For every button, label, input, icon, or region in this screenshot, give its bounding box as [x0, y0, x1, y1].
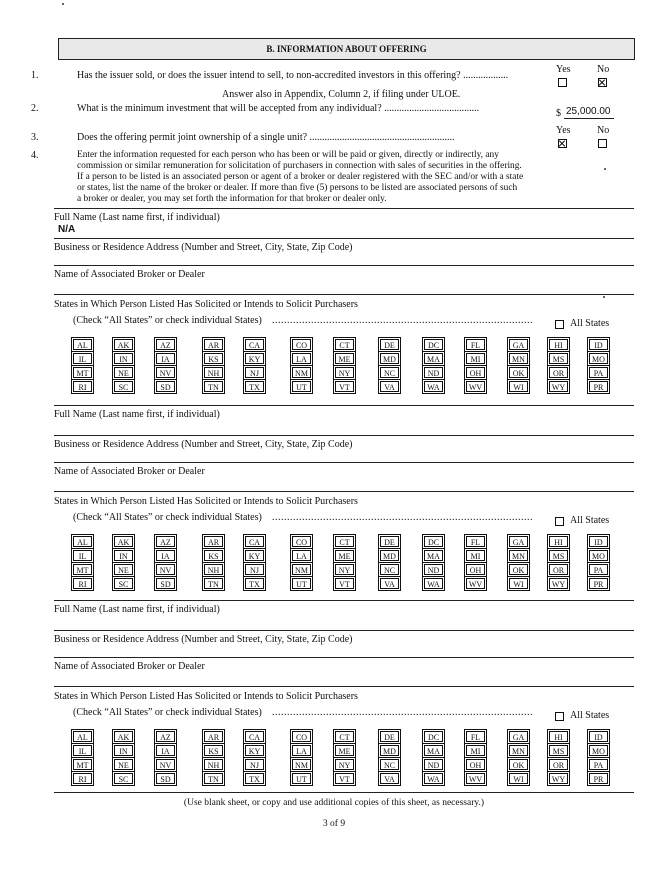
state-checkbox-nv[interactable]: NV: [156, 759, 175, 770]
full-name-label: Full Name (Last name first, if individual): [54, 212, 220, 223]
state-checkbox-nd[interactable]: ND: [424, 564, 443, 575]
state-checkbox-al[interactable]: AL: [73, 536, 92, 547]
question-3-text: Does the offering permit joint ownership of a single unit? ..........................................................: [77, 132, 455, 143]
state-checkbox-il[interactable]: IL: [73, 550, 92, 561]
full-name-value[interactable]: N/A: [58, 224, 76, 235]
state-checkbox-mt[interactable]: MT: [73, 367, 92, 378]
state-checkbox-ct[interactable]: CT: [335, 339, 354, 350]
state-checkbox-wa[interactable]: WA: [424, 773, 443, 784]
state-checkbox-nv[interactable]: NV: [156, 367, 175, 378]
state-checkbox-wi[interactable]: WI: [509, 381, 528, 392]
state-checkbox-dc[interactable]: DC: [424, 536, 443, 547]
state-checkbox-ma[interactable]: MA: [424, 353, 443, 364]
state-checkbox-ar[interactable]: AR: [204, 339, 223, 350]
state-checkbox-md[interactable]: MD: [380, 353, 399, 364]
state-checkbox-de[interactable]: DE: [380, 731, 399, 742]
state-checkbox-or[interactable]: OR: [549, 564, 568, 575]
state-checkbox-nv[interactable]: NV: [156, 564, 175, 575]
address-label: Business or Residence Address (Number and Street, City, State, Zip Code): [54, 439, 353, 450]
state-checkbox-fl[interactable]: FL: [466, 731, 485, 742]
state-checkbox-sd[interactable]: SD: [156, 773, 175, 784]
state-checkbox-fl[interactable]: FL: [466, 536, 485, 547]
state-checkbox-mo[interactable]: MO: [589, 550, 608, 561]
state-checkbox-il[interactable]: IL: [73, 353, 92, 364]
state-checkbox-co[interactable]: CO: [292, 339, 311, 350]
yes-column-label: Yes: [556, 64, 571, 75]
state-checkbox-nj[interactable]: NJ: [245, 564, 264, 575]
state-checkbox-ri[interactable]: RI: [73, 578, 92, 589]
state-checkbox-sc[interactable]: SC: [114, 773, 133, 784]
state-checkbox-oh[interactable]: OH: [466, 759, 485, 770]
state-checkbox-ga[interactable]: GA: [509, 339, 528, 350]
state-checkbox-ri[interactable]: RI: [73, 773, 92, 784]
state-checkbox-ny[interactable]: NY: [335, 367, 354, 378]
state-checkbox-mt[interactable]: MT: [73, 564, 92, 575]
state-checkbox-wv[interactable]: WV: [466, 578, 485, 589]
state-checkbox-or[interactable]: OR: [549, 759, 568, 770]
state-checkbox-mn[interactable]: MN: [509, 745, 528, 756]
state-checkbox-ca[interactable]: CA: [245, 731, 264, 742]
state-checkbox-ny[interactable]: NY: [335, 759, 354, 770]
state-checkbox-ia[interactable]: IA: [156, 550, 175, 561]
all-states-label: All States: [570, 515, 610, 526]
state-checkbox-pr[interactable]: PR: [589, 773, 608, 784]
q3-no-checkbox[interactable]: [598, 139, 607, 148]
state-checkbox-nd[interactable]: ND: [424, 367, 443, 378]
state-checkbox-ms[interactable]: MS: [549, 745, 568, 756]
state-checkbox-pa[interactable]: PA: [589, 367, 608, 378]
state-checkbox-id[interactable]: ID: [589, 536, 608, 547]
state-checkbox-nh[interactable]: NH: [204, 367, 223, 378]
section-rule: [54, 405, 634, 406]
state-checkbox-pr[interactable]: PR: [589, 578, 608, 589]
state-checkbox-ct[interactable]: CT: [335, 731, 354, 742]
state-checkbox-hi[interactable]: HI: [549, 536, 568, 547]
state-checkbox-dc[interactable]: DC: [424, 731, 443, 742]
state-checkbox-co[interactable]: CO: [292, 536, 311, 547]
state-checkbox-pa[interactable]: PA: [589, 759, 608, 770]
state-checkbox-in[interactable]: IN: [114, 353, 133, 364]
state-checkbox-sc[interactable]: SC: [114, 578, 133, 589]
state-checkbox-nd[interactable]: ND: [424, 759, 443, 770]
section-rule: [54, 630, 634, 631]
state-checkbox-nm[interactable]: NM: [292, 564, 311, 575]
state-checkbox-nc[interactable]: NC: [380, 759, 399, 770]
state-checkbox-wv[interactable]: WV: [466, 773, 485, 784]
question-4-line: commission or similar remuneration for solicitation of purchasers in connection with sales of securities in the offering.: [77, 161, 522, 171]
value-underline: [564, 118, 614, 119]
state-checkbox-ms[interactable]: MS: [549, 550, 568, 561]
state-checkbox-ne[interactable]: NE: [114, 564, 133, 575]
section-rule: [54, 792, 634, 793]
question-4-line: a broker or dealer, you may set forth the information for that broker or dealer only.: [77, 194, 387, 204]
all-states-checkbox[interactable]: [555, 712, 564, 721]
state-checkbox-fl[interactable]: FL: [466, 339, 485, 350]
state-checkbox-va[interactable]: VA: [380, 578, 399, 589]
question-number: 3.: [31, 132, 39, 143]
question-number: 1.: [31, 70, 39, 81]
state-checkbox-nj[interactable]: NJ: [245, 759, 264, 770]
section-rule: [54, 435, 634, 436]
state-checkbox-ky[interactable]: KY: [245, 353, 264, 364]
section-rule: [54, 294, 634, 295]
state-checkbox-md[interactable]: MD: [380, 745, 399, 756]
state-checkbox-me[interactable]: ME: [335, 745, 354, 756]
currency-symbol: $: [556, 108, 561, 119]
state-checkbox-ok[interactable]: OK: [509, 367, 528, 378]
state-checkbox-ks[interactable]: KS: [204, 745, 223, 756]
state-checkbox-ut[interactable]: UT: [292, 381, 311, 392]
question-4-line: Enter the information requested for each person who has been or will be paid or given, directly or indirectly, any: [77, 150, 499, 160]
state-checkbox-tx[interactable]: TX: [245, 773, 264, 784]
footer-note: (Use blank sheet, or copy and use additional copies of this sheet, as necessary.): [183, 798, 485, 808]
state-checkbox-nj[interactable]: NJ: [245, 367, 264, 378]
address-label: Business or Residence Address (Number and Street, City, State, Zip Code): [54, 634, 353, 645]
state-checkbox-nh[interactable]: NH: [204, 759, 223, 770]
state-checkbox-ma[interactable]: MA: [424, 745, 443, 756]
state-checkbox-ar[interactable]: AR: [204, 536, 223, 547]
section-rule: [54, 238, 634, 239]
state-checkbox-la[interactable]: LA: [292, 550, 311, 561]
section-rule: [54, 208, 634, 209]
state-checkbox-ky[interactable]: KY: [245, 745, 264, 756]
state-checkbox-id[interactable]: ID: [589, 339, 608, 350]
state-checkbox-wy[interactable]: WY: [549, 381, 568, 392]
state-checkbox-wy[interactable]: WY: [549, 578, 568, 589]
q1-yes-checkbox[interactable]: [558, 78, 567, 87]
state-checkbox-de[interactable]: DE: [380, 339, 399, 350]
question-4-line: If a person to be listed is an associated person or agent of a broker or dealer registered with the SEC and/or with a state: [77, 172, 524, 182]
question-number: 4.: [31, 150, 39, 161]
state-checkbox-or[interactable]: OR: [549, 367, 568, 378]
state-checkbox-va[interactable]: VA: [380, 773, 399, 784]
broker-label: Name of Associated Broker or Dealer: [54, 269, 205, 280]
state-checkbox-sc[interactable]: SC: [114, 381, 133, 392]
state-checkbox-tn[interactable]: TN: [204, 381, 223, 392]
dot-leader: .......................................................................................: [272, 512, 533, 523]
state-checkbox-in[interactable]: IN: [114, 745, 133, 756]
state-checkbox-ri[interactable]: RI: [73, 381, 92, 392]
all-states-checkbox[interactable]: [555, 320, 564, 329]
state-checkbox-ga[interactable]: GA: [509, 731, 528, 742]
states-label: States in Which Person Listed Has Solicited or Intends to Solicit Purchasers: [54, 691, 358, 702]
state-checkbox-id[interactable]: ID: [589, 731, 608, 742]
state-checkbox-ct[interactable]: CT: [335, 536, 354, 547]
state-checkbox-vt[interactable]: VT: [335, 381, 354, 392]
state-checkbox-mi[interactable]: MI: [466, 353, 485, 364]
page-number: 3 of 9: [322, 819, 346, 829]
state-checkbox-vt[interactable]: VT: [335, 578, 354, 589]
state-checkbox-wa[interactable]: WA: [424, 381, 443, 392]
section-rule: [54, 462, 634, 463]
question-2-text: What is the minimum investment that will be accepted from any individual? ......................................: [77, 103, 480, 114]
state-checkbox-ia[interactable]: IA: [156, 745, 175, 756]
state-checkbox-mt[interactable]: MT: [73, 759, 92, 770]
state-checkbox-me[interactable]: ME: [335, 550, 354, 561]
state-checkbox-hi[interactable]: HI: [549, 731, 568, 742]
question-1-text: Has the issuer sold, or does the issuer intend to sell, to non-accredited investors in this offering? ..................: [77, 70, 509, 81]
q1-no-checkbox[interactable]: [598, 78, 607, 87]
address-label: Business or Residence Address (Number and Street, City, State, Zip Code): [54, 242, 353, 253]
all-states-label: All States: [570, 318, 610, 329]
state-checkbox-vt[interactable]: VT: [335, 773, 354, 784]
state-checkbox-ar[interactable]: AR: [204, 731, 223, 742]
state-checkbox-mo[interactable]: MO: [589, 353, 608, 364]
state-checkbox-ok[interactable]: OK: [509, 564, 528, 575]
section-rule: [54, 600, 634, 601]
check-instruction: (Check “All States” or check individual States): [73, 707, 262, 718]
state-checkbox-mo[interactable]: MO: [589, 745, 608, 756]
state-checkbox-az[interactable]: AZ: [156, 339, 175, 350]
no-column-label: No: [597, 64, 610, 75]
scan-speck: [62, 3, 64, 5]
state-checkbox-oh[interactable]: OH: [466, 367, 485, 378]
state-checkbox-ak[interactable]: AK: [114, 536, 133, 547]
state-checkbox-in[interactable]: IN: [114, 550, 133, 561]
state-checkbox-me[interactable]: ME: [335, 353, 354, 364]
minimum-investment-value[interactable]: 25,000.00: [566, 106, 611, 117]
state-checkbox-ut[interactable]: UT: [292, 773, 311, 784]
question-4-line: or states, list the name of the broker or dealer. If more than five (5) persons to be listed are associated persons of such: [77, 183, 518, 193]
state-checkbox-ks[interactable]: KS: [204, 550, 223, 561]
state-checkbox-ga[interactable]: GA: [509, 536, 528, 547]
state-checkbox-ks[interactable]: KS: [204, 353, 223, 364]
state-checkbox-nm[interactable]: NM: [292, 367, 311, 378]
full-name-label: Full Name (Last name first, if individual): [54, 604, 220, 615]
state-checkbox-ia[interactable]: IA: [156, 353, 175, 364]
state-checkbox-md[interactable]: MD: [380, 550, 399, 561]
states-label: States in Which Person Listed Has Solicited or Intends to Solicit Purchasers: [54, 496, 358, 507]
state-checkbox-ky[interactable]: KY: [245, 550, 264, 561]
state-checkbox-nh[interactable]: NH: [204, 564, 223, 575]
question-number: 2.: [31, 103, 39, 114]
state-checkbox-ut[interactable]: UT: [292, 578, 311, 589]
state-checkbox-wv[interactable]: WV: [466, 381, 485, 392]
state-checkbox-az[interactable]: AZ: [156, 536, 175, 547]
scan-speck: [603, 296, 605, 298]
state-checkbox-sd[interactable]: SD: [156, 578, 175, 589]
state-checkbox-mi[interactable]: MI: [466, 745, 485, 756]
state-checkbox-la[interactable]: LA: [292, 353, 311, 364]
state-checkbox-nc[interactable]: NC: [380, 367, 399, 378]
state-checkbox-de[interactable]: DE: [380, 536, 399, 547]
dot-leader: .......................................................................................: [272, 707, 533, 718]
state-checkbox-ma[interactable]: MA: [424, 550, 443, 561]
dot-leader: .......................................................................................: [272, 315, 533, 326]
state-checkbox-tx[interactable]: TX: [245, 381, 264, 392]
state-checkbox-ms[interactable]: MS: [549, 353, 568, 364]
state-checkbox-sd[interactable]: SD: [156, 381, 175, 392]
state-checkbox-ny[interactable]: NY: [335, 564, 354, 575]
all-states-label: All States: [570, 710, 610, 721]
state-checkbox-ak[interactable]: AK: [114, 731, 133, 742]
state-checkbox-ne[interactable]: NE: [114, 367, 133, 378]
section-rule: [54, 686, 634, 687]
state-checkbox-wi[interactable]: WI: [509, 578, 528, 589]
state-checkbox-al[interactable]: AL: [73, 731, 92, 742]
state-checkbox-oh[interactable]: OH: [466, 564, 485, 575]
state-checkbox-va[interactable]: VA: [380, 381, 399, 392]
state-checkbox-tn[interactable]: TN: [204, 578, 223, 589]
state-checkbox-nm[interactable]: NM: [292, 759, 311, 770]
section-rule: [54, 657, 634, 658]
section-rule: [54, 265, 634, 266]
all-states-checkbox[interactable]: [555, 517, 564, 526]
q3-yes-checkbox[interactable]: [558, 139, 567, 148]
yes-column-label: Yes: [556, 125, 571, 136]
state-checkbox-la[interactable]: LA: [292, 745, 311, 756]
section-rule: [54, 491, 634, 492]
state-checkbox-ca[interactable]: CA: [245, 536, 264, 547]
state-checkbox-hi[interactable]: HI: [549, 339, 568, 350]
state-checkbox-wi[interactable]: WI: [509, 773, 528, 784]
check-instruction: (Check “All States” or check individual States): [73, 315, 262, 326]
state-checkbox-pa[interactable]: PA: [589, 564, 608, 575]
state-checkbox-pr[interactable]: PR: [589, 381, 608, 392]
state-checkbox-mi[interactable]: MI: [466, 550, 485, 561]
state-checkbox-al[interactable]: AL: [73, 339, 92, 350]
broker-label: Name of Associated Broker or Dealer: [54, 466, 205, 477]
section-header: B. INFORMATION ABOUT OFFERING: [58, 38, 635, 60]
no-column-label: No: [597, 125, 610, 136]
state-checkbox-wa[interactable]: WA: [424, 578, 443, 589]
check-instruction: (Check “All States” or check individual States): [73, 512, 262, 523]
state-checkbox-ne[interactable]: NE: [114, 759, 133, 770]
full-name-label: Full Name (Last name first, if individual): [54, 409, 220, 420]
state-checkbox-co[interactable]: CO: [292, 731, 311, 742]
state-checkbox-mn[interactable]: MN: [509, 550, 528, 561]
state-checkbox-tx[interactable]: TX: [245, 578, 264, 589]
state-checkbox-ak[interactable]: AK: [114, 339, 133, 350]
state-checkbox-wy[interactable]: WY: [549, 773, 568, 784]
state-checkbox-az[interactable]: AZ: [156, 731, 175, 742]
broker-label: Name of Associated Broker or Dealer: [54, 661, 205, 672]
state-checkbox-ca[interactable]: CA: [245, 339, 264, 350]
state-checkbox-il[interactable]: IL: [73, 745, 92, 756]
state-checkbox-ok[interactable]: OK: [509, 759, 528, 770]
state-checkbox-dc[interactable]: DC: [424, 339, 443, 350]
state-checkbox-nc[interactable]: NC: [380, 564, 399, 575]
states-label: States in Which Person Listed Has Solicited or Intends to Solicit Purchasers: [54, 299, 358, 310]
state-checkbox-tn[interactable]: TN: [204, 773, 223, 784]
state-checkbox-mn[interactable]: MN: [509, 353, 528, 364]
question-1-note: Answer also in Appendix, Column 2, if filing under ULOE.: [222, 89, 461, 100]
scan-speck: [604, 168, 606, 170]
